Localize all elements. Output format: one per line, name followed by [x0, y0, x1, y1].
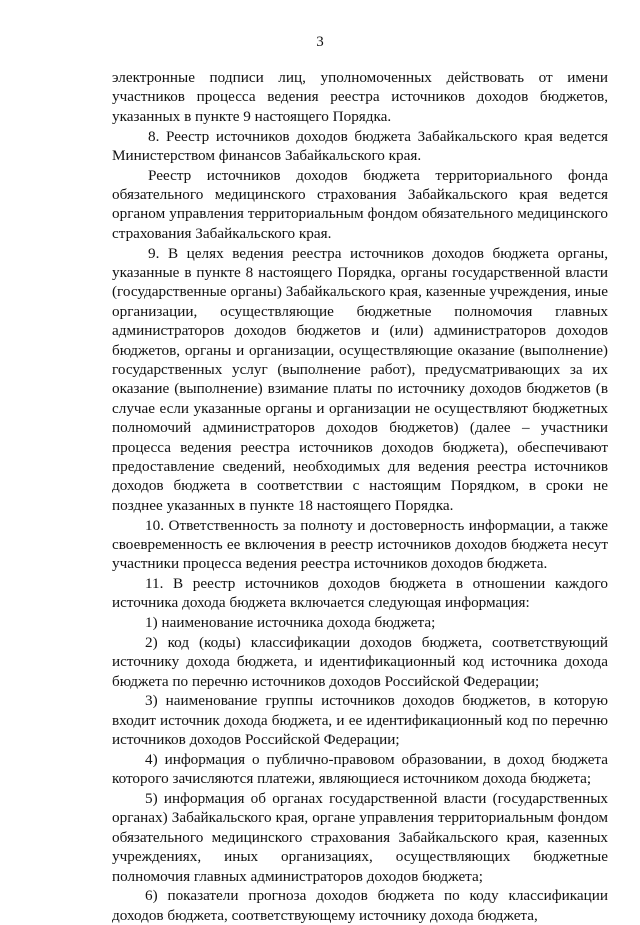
paragraph-continuation: электронные подписи лиц, уполномоченных действовать от имени участников процесса ведения реестра источников доходов бюджетов, указанных в пункте 9 настоящего Порядка. — [112, 69, 608, 125]
list-item-6: 6) показатели прогноза доходов бюджета по коду классификации доходов бюджета, соответствующему источнику дохода бюджета, — [112, 887, 608, 924]
list-item-5: 5) информация об органах государственной власти (государственных органах) Забайкальского края, органе управления территориальным фондом обязательного медицинского страхования Забайкальского края, казенных учреждениях, иных организациях, осуществляющих бюджетные полномочия главных администраторов доходов бюджета; — [112, 790, 608, 885]
paragraph-item-8: 8. Реестр источников доходов бюджета Забайкальского края ведется Министерством финансов Забайкальского края. — [112, 127, 608, 164]
paragraph-item-11: 11. В реестр источников доходов бюджета в отношении каждого источника дохода бюджета включается следующая информация: — [112, 575, 608, 612]
list-item-2: 2) код (коды) классификации доходов бюджета, соответствующий источнику дохода бюджета, и идентификационный код источника дохода бюджета по перечню источников доходов Российской Федерации; — [112, 633, 608, 690]
list-item-4: 4) информация о публично-правовом образовании, в доход бюджета которого зачисляются платежи, являющиеся источником дохода бюджета; — [112, 750, 608, 788]
paragraph-registry-tfoms: Реестр источников доходов бюджета территориального фонда обязательного медицинского страхования Забайкальского края ведется органом управления территориальным фондом обязательного медицинского страхования Забайкальского края. — [112, 166, 608, 242]
page-number: 3 — [316, 34, 324, 50]
list-item-3: 3) наименование группы источников доходов бюджетов, в которую входит источник дохода бюджета, и ее идентификационный код по перечню источников доходов Российской Федерации; — [112, 692, 608, 749]
paragraph-item-9: 9. В целях ведения реестра источников доходов бюджета органы, указанные в пункте 8 настоящего Порядка, органы государственной власти (государственные органы) Забайкальского края, казенные учреждения, иные организации, осуществляющие бюджетные полномочия главных администраторов доходов бюджетов и (или) администраторов доходов бюджетов, органы и организации, осуществляющие оказание (выполнение) государственных услуг (выполнение работ), предусматривающих за их оказание (выполнение) взимание платы по источнику доходов бюджетов (в случае если указанные органы и организации не осуществляют бюджетных полномочий администраторов доходов бюджетов) (далее – участники процесса ведения реестра источников доходов бюджета), обеспечивают предоставление сведений, необходимых для ведения реестра источников доходов бюджета в соответствии с настоящим Порядком, в сроки не позднее указанных в пункте 18 настоящего Порядка. — [112, 244, 608, 514]
paragraph-item-10: 10. Ответственность за полноту и достоверность информации, а также своевременность ее включения в реестр источников доходов бюджета несут участники процесса ведения реестра источников доходов бюджета. — [112, 516, 608, 573]
document-body — [112, 68, 608, 925]
list-item-1: 1) наименование источника дохода бюджета; — [145, 614, 436, 632]
